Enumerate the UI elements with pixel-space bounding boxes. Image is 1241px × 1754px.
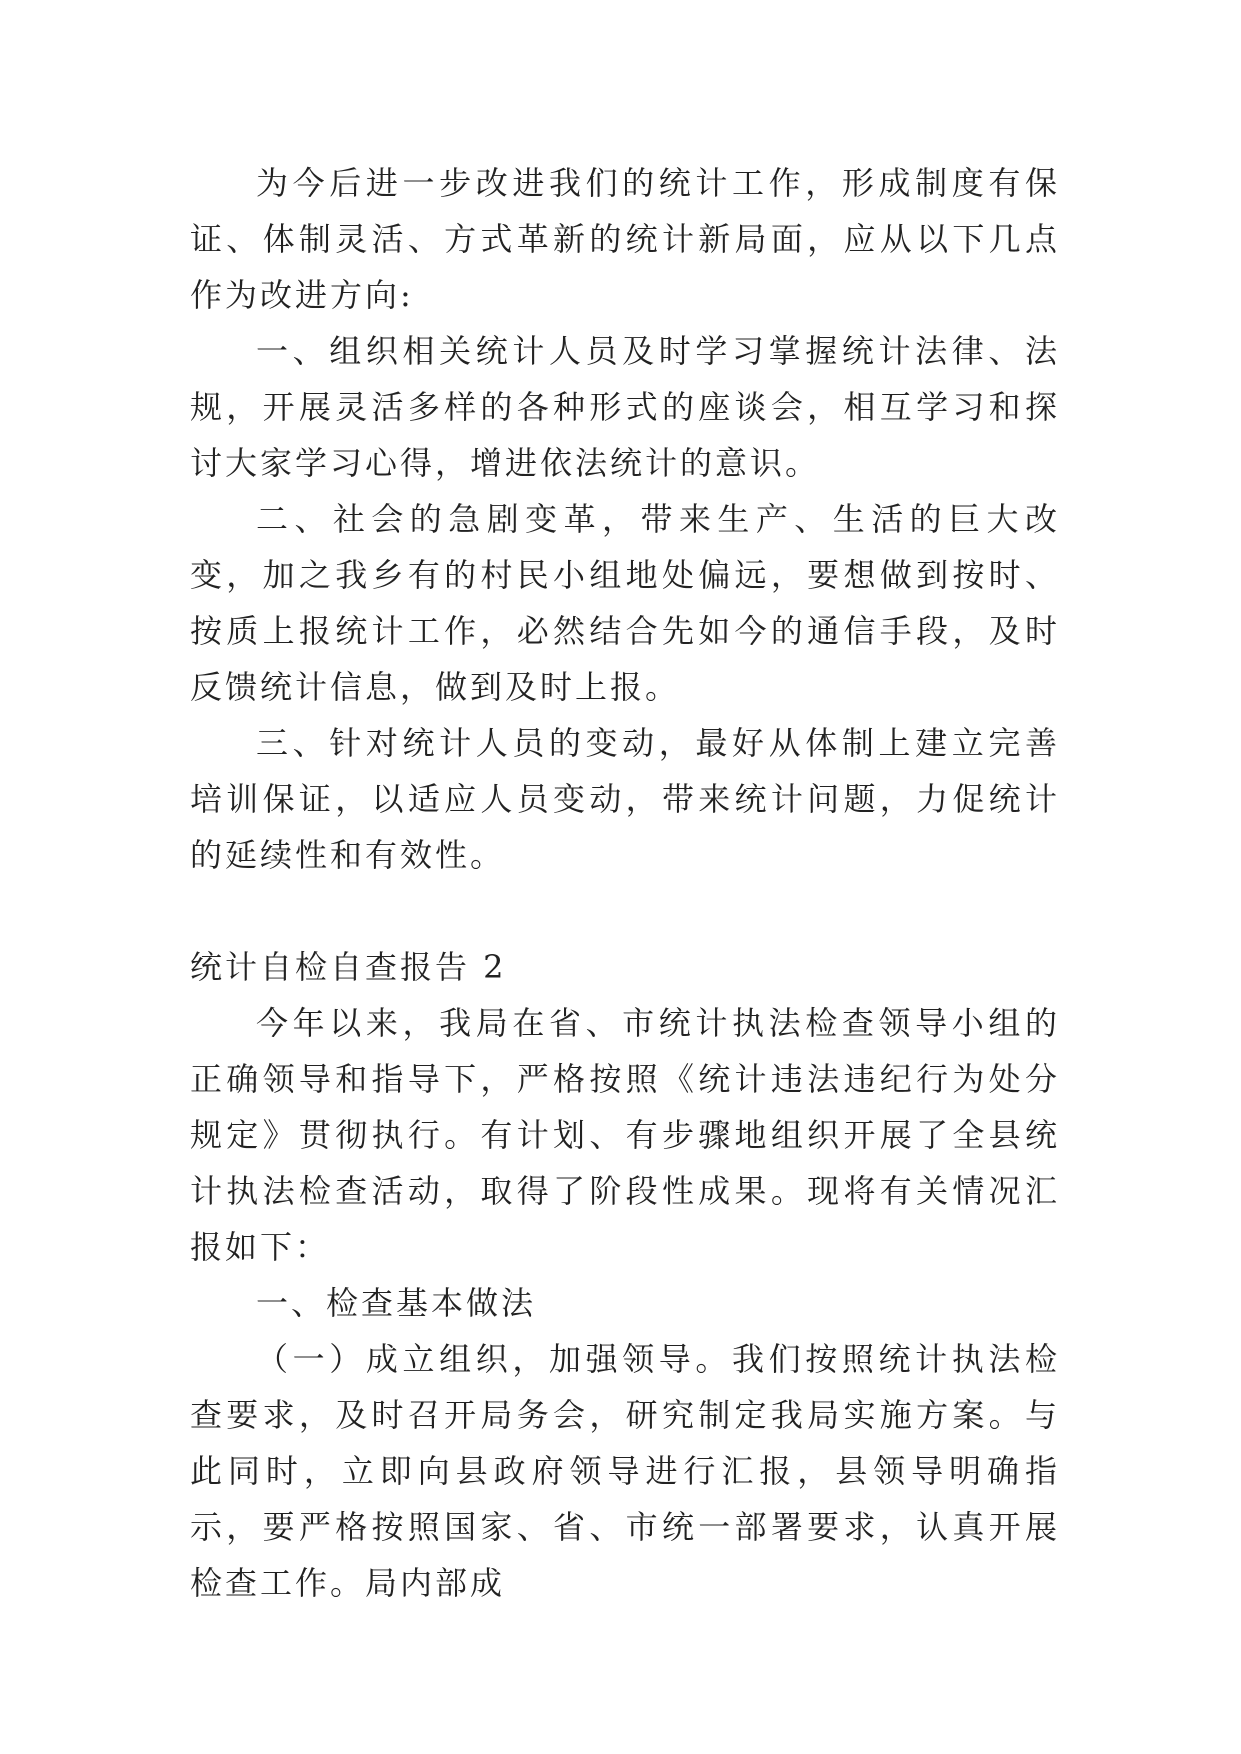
- report-title: 统计自检自查报告 2: [190, 948, 507, 986]
- paragraph-point-2: 二、社会的急剧变革，带来生产、生活的巨大改变，加之我乡有的村民小组地处偏远，要想做到按时、按质上报统计工作，必然结合先如今的通信手段，及时反馈统计信息，做到及时上报。: [190, 500, 1060, 706]
- paragraph-item-1: （一）成立组织，加强领导。我们按照统计执法检查要求，及时召开局务会，研究制定我局实施方案。与此同时，立即向县政府领导进行汇报，县领导明确指示，要严格按照国家、省、市统一部署要求，认真开展检查工作。局内部成: [190, 1340, 1060, 1602]
- section-heading-1: 一、检查基本做法: [256, 1284, 537, 1322]
- paragraph-point-1: 一、组织相关统计人员及时学习掌握统计法律、法规，开展灵活多样的各种形式的座谈会，相互学习和探讨大家学习心得，增进依法统计的意识。: [190, 332, 1060, 482]
- paragraph-intro: 为今后进一步改进我们的统计工作，形成制度有保证、体制灵活、方式革新的统计新局面，应从以下几点作为改进方向:: [190, 164, 1060, 314]
- paragraph-report-intro: 今年以来，我局在省、市统计执法检查领导小组的正确领导和指导下，严格按照《统计违法违纪行为处分规定》贯彻执行。有计划、有步骤地组织开展了全县统计执法检查活动，取得了阶段性成果。现将有关情况汇报如下：: [190, 1004, 1060, 1266]
- paragraph-point-3: 三、针对统计人员的变动，最好从体制上建立完善培训保证，以适应人员变动，带来统计问题，力促统计的延续性和有效性。: [190, 724, 1060, 874]
- document-body: [190, 155, 1060, 1611]
